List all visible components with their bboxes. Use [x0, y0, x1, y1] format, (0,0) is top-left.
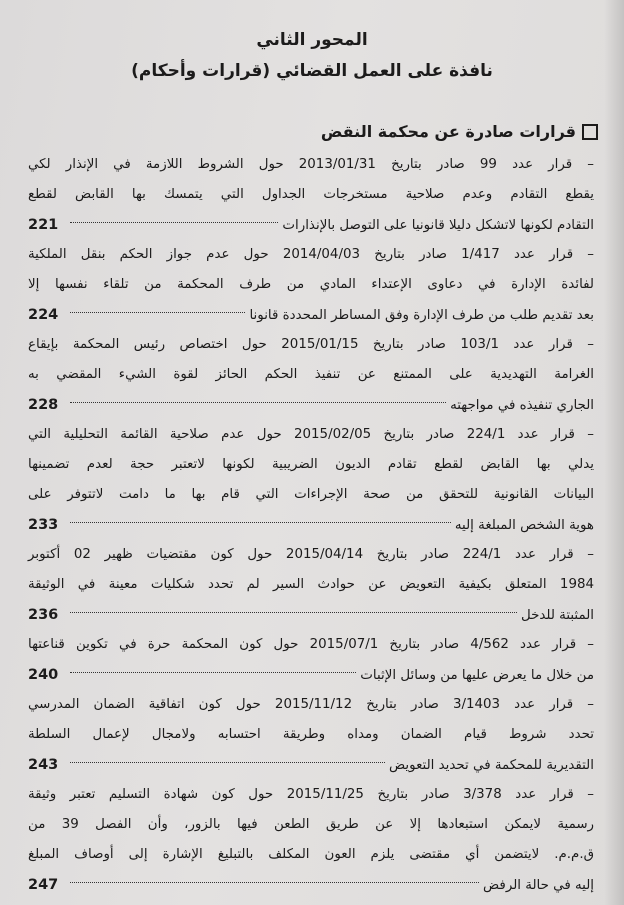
page-number: 221 [28, 217, 59, 233]
entry-last-line [28, 390, 594, 420]
entry-last-text: الجاري تنفيذه في مواجهته [450, 398, 594, 413]
dot-leader [70, 882, 479, 883]
dot-leader [70, 672, 356, 673]
page-number: 243 [28, 757, 59, 773]
entry-last-text: التقادم لكونها لاتشكل دليلا قانونيا على التوصل بالإنذارات [282, 218, 594, 233]
section-title [321, 122, 598, 141]
entry-line: لفائدة الإدارة في دعاوى الإعتداء المادي من طرف المحكمة من تلقاء نفسها إلا [28, 277, 594, 292]
page-number: 236 [28, 607, 59, 623]
entry-line: رسمية لايمكن استبعادها إلا عن طريق الطعن فيها بالزور، وأن الفصل 39 من [28, 817, 595, 832]
list-item [28, 240, 594, 330]
entry-line: ق.م.م. لايتضمن أي مقتضى يلزم العون المكلف بالتبليغ الإشارة إلى أوصاف المبلغ [28, 847, 594, 862]
page-number: 233 [28, 517, 59, 533]
entry-line: – قرار عدد 4/562 صادر بتاريخ 2015/07/1 حول كون المحكمة حرة في تكوين قناعتها [28, 637, 594, 652]
entry-last-line [28, 750, 594, 780]
entry-last-line [28, 300, 594, 330]
page-number: 240 [28, 667, 59, 683]
list-item [28, 540, 594, 630]
list-item [28, 780, 594, 900]
dot-leader [70, 222, 278, 223]
axis-heading: المحور الثاني [256, 30, 368, 50]
entry-line: يقطع التقادم وعدم صلاحية مستخرجات الجداول التي يتمسك بها القابض لقطع [28, 187, 594, 202]
page-edge-shadow [604, 0, 624, 905]
list-item [28, 330, 594, 420]
entry-line: – قرار عدد 99 صادر بتاريخ 2013/01/31 حول الشروط اللازمة في الإنذار لكي [28, 157, 594, 172]
list-item [28, 690, 594, 780]
entry-last-line [28, 660, 594, 690]
dot-leader [70, 402, 446, 403]
axis-subtitle: نافذة على العمل القضائي (قرارات وأحكام) [131, 61, 493, 81]
entry-last-text: إليه في حالة الرفض [483, 878, 594, 893]
entry-last-text: هوية الشخص المبلغة إليه [454, 518, 594, 533]
entry-last-line [28, 510, 594, 540]
entry-line: الغرامة التهديدية على الممتنع عن تنفيذ الحكم الحائز لقوة الشيء المقضي به [28, 367, 594, 382]
entry-line: – قرار عدد 224/1 صادر بتاريخ 2015/04/14 حول كون مقتضيات ظهير 02 أكتوبر [28, 547, 594, 562]
page-number: 228 [28, 397, 59, 413]
list-item [28, 630, 594, 690]
dot-leader [70, 612, 517, 613]
entry-line: – قرار عدد 1/417 صادر بتاريخ 2014/04/03 حول عدم جواز الحكم بنقل الملكية [28, 247, 594, 262]
entries-list [28, 150, 594, 900]
dot-leader [70, 762, 385, 763]
entry-line: – قرار عدد 224/1 صادر بتاريخ 2015/02/05 حول عدم صلاحية القائمة التحليلية التي [28, 427, 594, 442]
entry-last-line [28, 600, 594, 630]
entry-line: – قرار عدد 103/1 صادر بتاريخ 2015/01/15 حول اختصاص رئيس المحكمة بإيقاع [28, 337, 594, 352]
page-number: 247 [28, 877, 59, 893]
square-bullet-icon [582, 124, 598, 140]
section-title-text: قرارات صادرة عن محكمة النقض [320, 122, 576, 141]
entry-line: – قرار عدد 3/1403 صادر بتاريخ 2015/11/12 حول كون اتفاقية الضمان المدرسي [28, 697, 594, 712]
entry-last-text: المثبتة للدخل [520, 608, 594, 623]
dot-leader [70, 522, 451, 523]
entry-line: 1984 المتعلق بكيفية التعويض عن حوادث السير لم تحدد شكليات معينة في الوثيقة [28, 577, 594, 592]
entry-line: يدلي بها القابض لقطع تقادم الديون الضريبية لكونها لاتعتبر حجة لعدم تضمينها [28, 457, 594, 472]
entry-last-text: بعد تقديم طلب من طرف الإدارة وفق المساطر المحددة قانونا [249, 308, 594, 323]
entry-last-text: من خلال ما يعرض عليها من وسائل الإثبات [360, 668, 594, 683]
entry-line: – قرار عدد 3/378 صادر بتاريخ 2015/11/25 حول كون شهادة التسليم تعتبر وثيقة [28, 787, 594, 802]
entry-last-line [28, 870, 594, 900]
entry-last-line [28, 210, 594, 240]
list-item [28, 150, 594, 240]
entry-line: البيانات القانونية للتحقق من صحة الإجراءات التي قام بها ما دامت لاتتوفر على [28, 487, 594, 502]
page-number: 224 [28, 307, 59, 323]
entry-last-text: التقديرية للمحكمة في تحديد التعويض [389, 758, 594, 773]
entry-line: تحدد شروط قيام الضمان ومداه وطريقة احتسابه ولامجال لإعمال السلطة [28, 727, 594, 742]
list-item [28, 420, 594, 540]
dot-leader [70, 312, 245, 313]
